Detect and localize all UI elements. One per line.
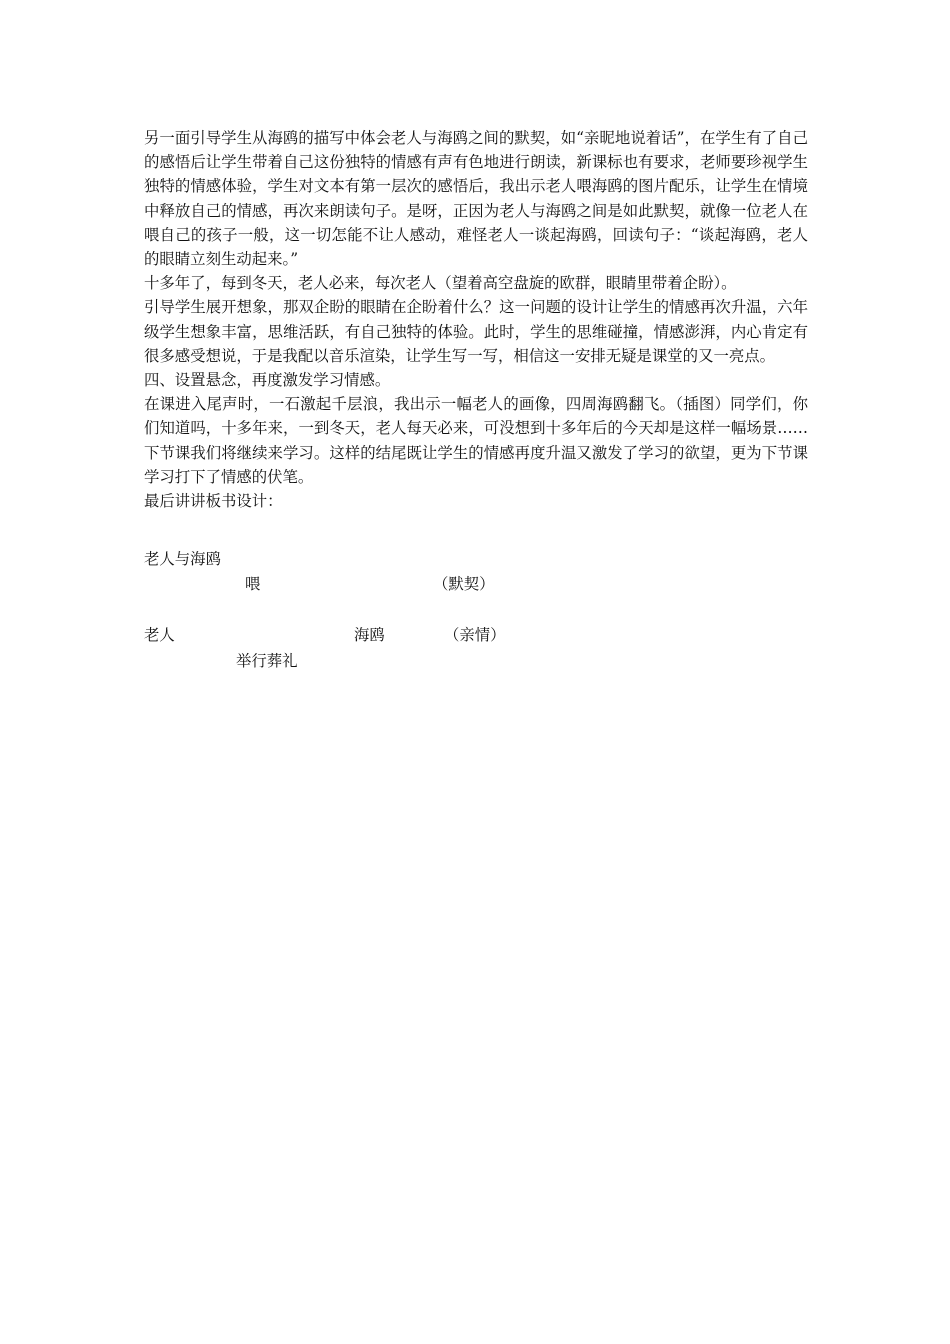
board-top-action: 喂 xyxy=(245,575,261,593)
paragraph-3: 引导学生展开想象，那双企盼的眼睛在企盼着什么？这一问题的设计让学生的情感再次升温，六年级学生想象丰富，思维活跃，有自己独特的体验。此时，学生的思维碰撞，情感澎湃，内心肯定有很多感受想说，于是我配以音乐渲染，让学生写一写，相信这一安排无疑是课堂的又一亮点。 xyxy=(144,298,808,365)
board-title: 老人与海鸥 xyxy=(144,550,221,568)
body-text xyxy=(144,126,808,513)
board-top-label: （默契） xyxy=(433,575,495,593)
board-middle-label: （亲情） xyxy=(444,626,506,644)
board-design-intro: 最后讲讲板书设计： xyxy=(144,492,283,511)
board-right: 海鸥 xyxy=(354,626,385,644)
paragraph-2: 十多年了，每到冬天，老人必来，每次老人（望着高空盘旋的欧群，眼睛里带着企盼）。 xyxy=(144,274,737,293)
paragraph-4: 在课进入尾声时，一石激起千层浪，我出示一幅老人的画像，四周海鸥翻飞。（插图）同学们，你们知道吗，十多年来，一到冬天，老人每天必来，可没想到十多年后的今天却是这样一幅场景……下节课我们将继续来学习。这样的结尾既让学生的情感再度升温又激发了学习的欲望，更为下节课学习打下了情感的伏笔。 xyxy=(144,395,808,486)
board-bottom-action: 举行葬礼 xyxy=(236,652,298,670)
board-left: 老人 xyxy=(144,626,175,644)
paragraph-1: 另一面引导学生从海鸥的描写中体会老人与海鸥之间的默契，如“亲昵地说着话”，在学生有了自己的感悟后让学生带着自己这份独特的情感有声有色地进行朗读，新课标也有要求，老师要珍视学生独特的情感体验，学生对文本有第一层次的感悟后，我出示老人喂海鸥的图片配乐，让学生在情境中释放自己的情感，再次来朗读句子。是呀，正因为老人与海鸥之间是如此默契，就像一位老人在喂自己的孩子一般，这一切怎能不让人感动，难怪老人一谈起海鸥，回读句子：“谈起海鸥，老人的眼睛立刻生动起来。” xyxy=(144,129,808,269)
section-heading: 四、设置悬念，再度激发学习情感。 xyxy=(144,371,391,390)
